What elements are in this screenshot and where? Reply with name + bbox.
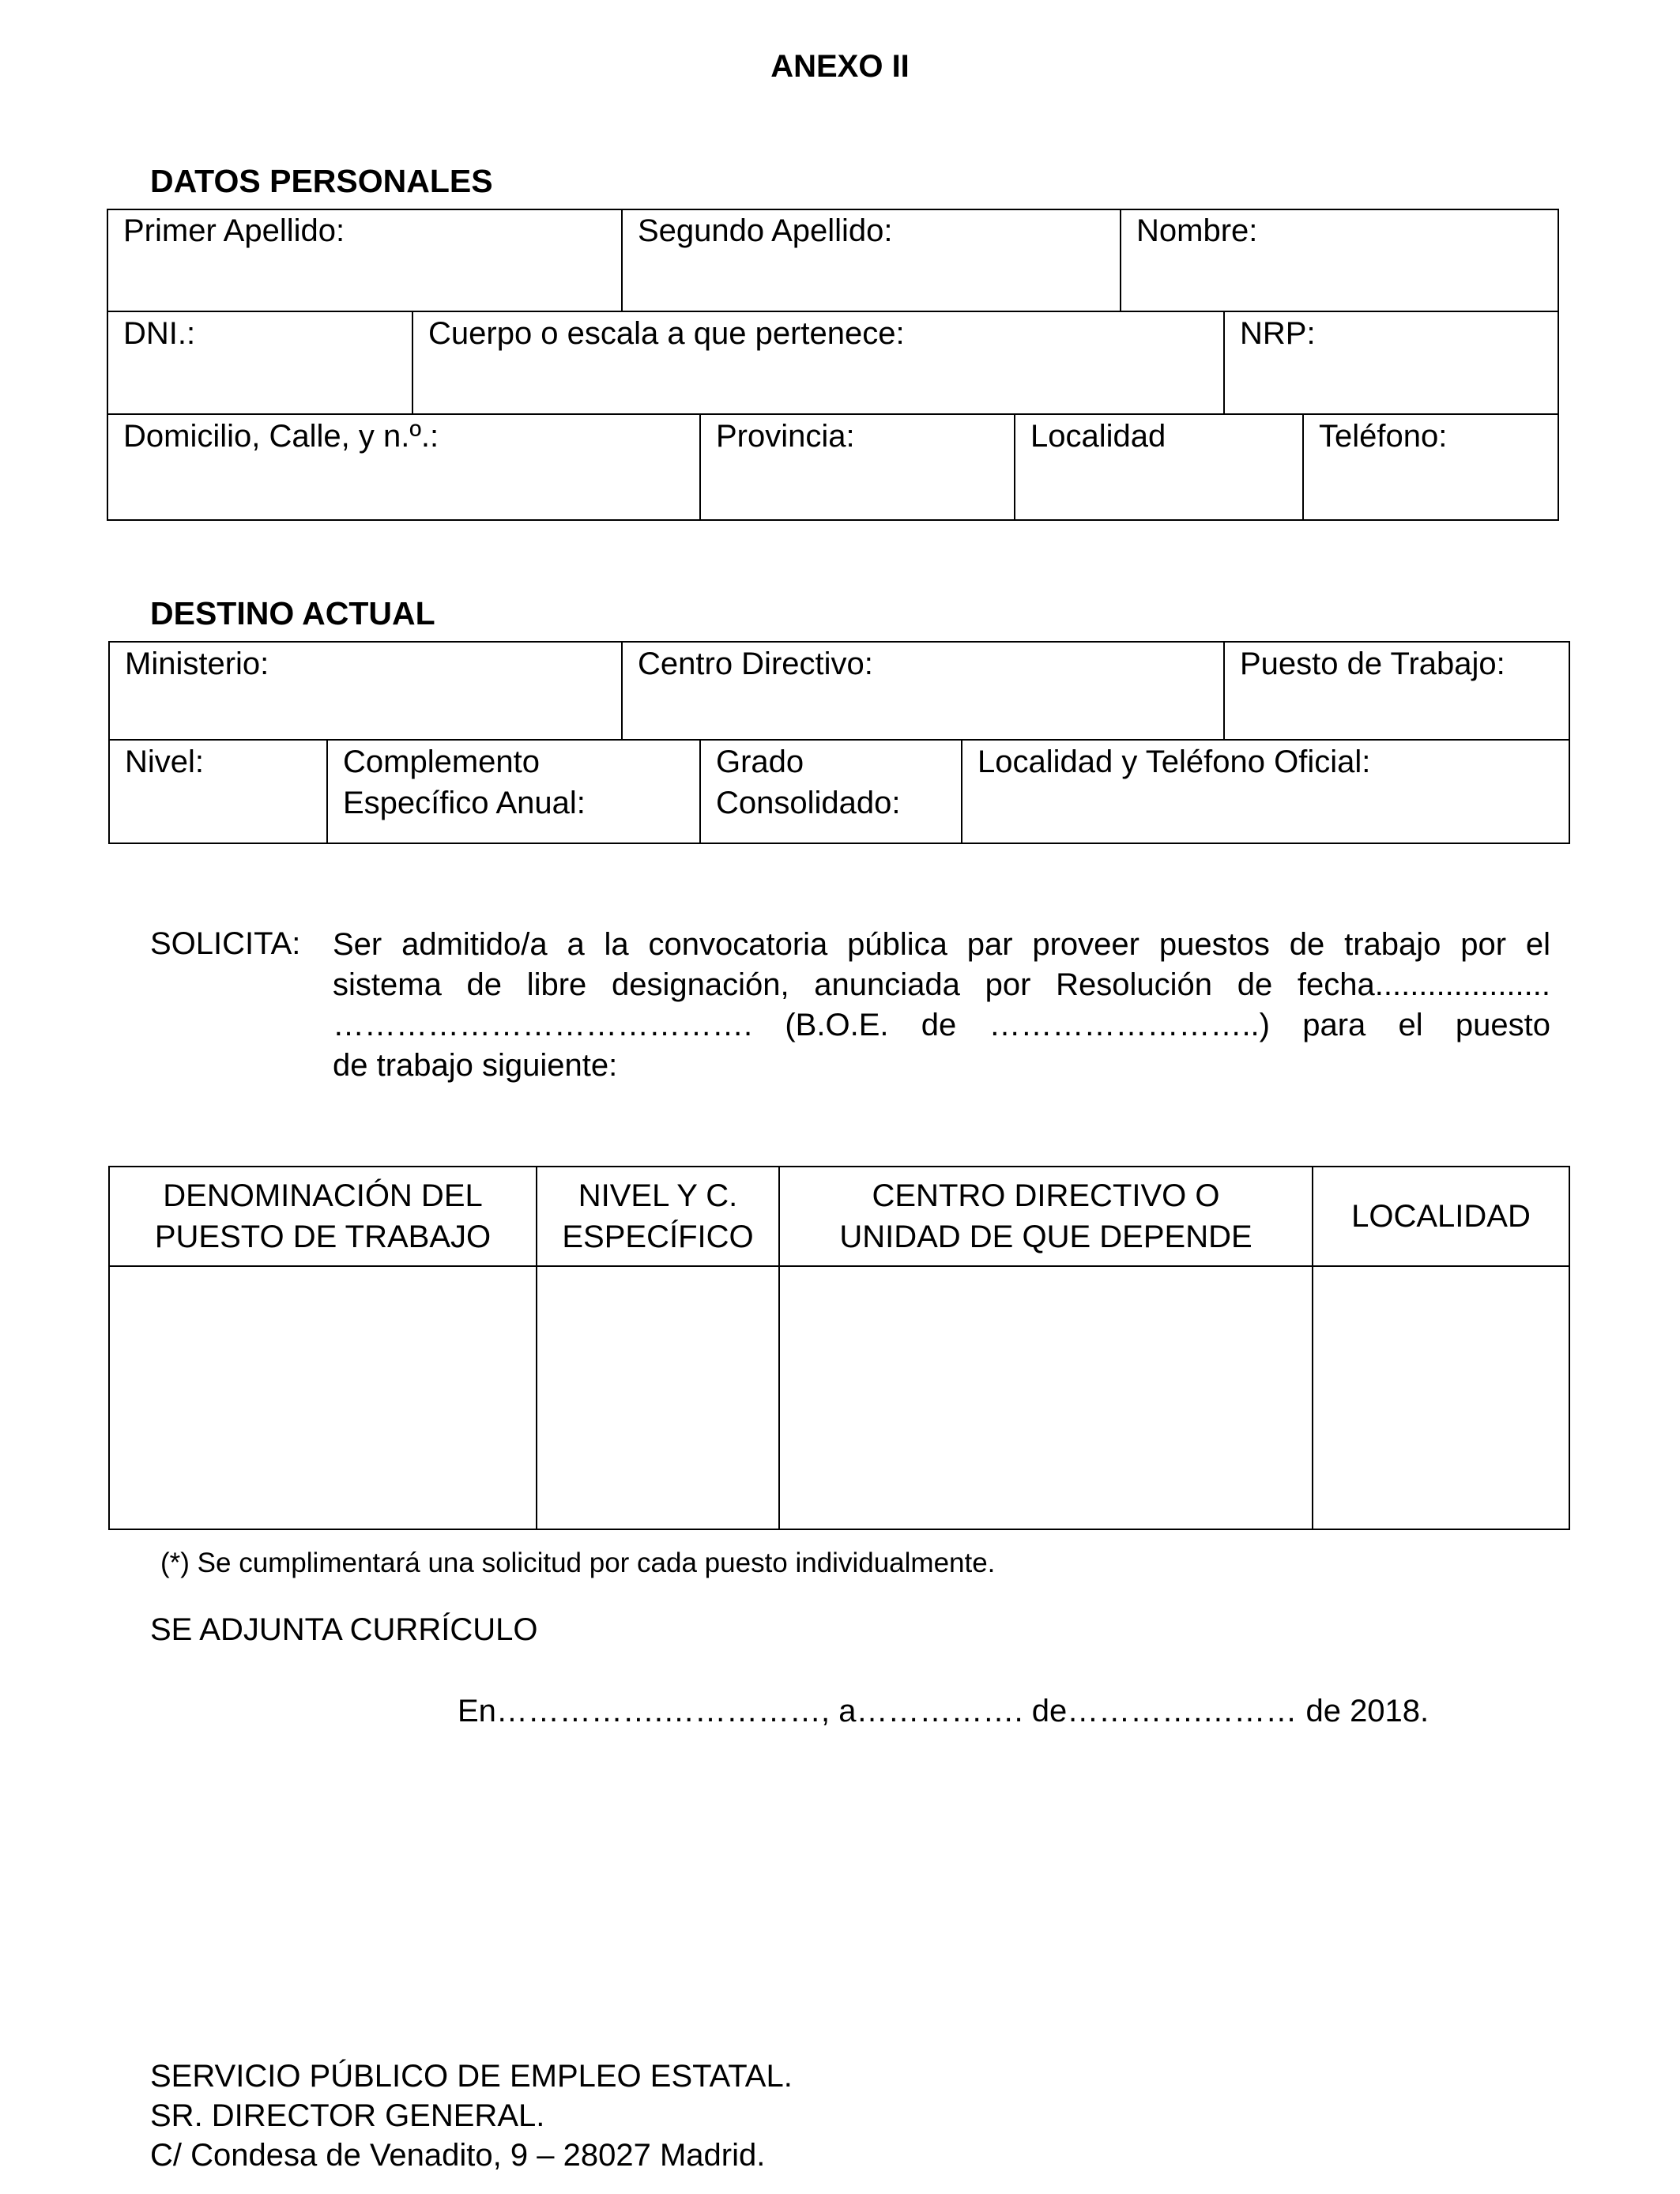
date-line: En…………….……………, a……………. de………….……… de 2018. <box>458 1694 1430 1728</box>
complemento-label: Complemento Específico Anual: <box>343 745 586 820</box>
cuerpo-label: Cuerpo o escala a que pertenece: <box>428 316 905 351</box>
provincia-label: Provincia: <box>716 419 855 454</box>
grado-label: Grado Consolidado: <box>716 745 901 820</box>
domicilio-label: Domicilio, Calle, y n.º.: <box>123 419 439 454</box>
destino-actual-heading: DESTINO ACTUAL <box>150 595 435 631</box>
solicita-line-3: …………………………………. (B.O.E. de ……………………..) para el puesto <box>333 1008 1550 1042</box>
address-line-1: SERVICIO PÚBLICO DE EMPLEO ESTATAL. <box>150 2059 793 2094</box>
solicita-paragraph <box>333 925 1550 1086</box>
primer-apellido-label: Primer Apellido: <box>123 213 345 248</box>
puesto-trabajo-label: Puesto de Trabajo: <box>1240 647 1505 681</box>
solicita-line-1: Ser admitido/a a la convocatoria pública par proveer puestos de trabajo por el <box>333 927 1550 962</box>
telefono-label: Teléfono: <box>1319 419 1448 454</box>
header-nivel: NIVEL Y C. ESPECÍFICO <box>562 1178 754 1254</box>
header-centro-directivo: CENTRO DIRECTIVO O UNIDAD DE QUE DEPENDE <box>839 1178 1252 1254</box>
document-title: ANEXO II <box>770 49 910 84</box>
nivel-label: Nivel: <box>125 745 205 779</box>
nombre-label: Nombre: <box>1136 213 1258 248</box>
adjunta-curriculo: SE ADJUNTA CURRÍCULO <box>150 1612 538 1647</box>
solicita-label: SOLICITA: <box>150 926 301 961</box>
header-localidad: LOCALIDAD <box>1351 1199 1531 1234</box>
dni-label: DNI.: <box>123 316 196 351</box>
centro-directivo-label: Centro Directivo: <box>638 647 873 681</box>
footnote: (*) Se cumplimentará una solicitud por cada puesto individualmente. <box>160 1547 996 1578</box>
header-denominacion: DENOMINACIÓN DEL PUESTO DE TRABAJO <box>154 1178 492 1254</box>
address-line-3: C/ Condesa de Venadito, 9 – 28027 Madrid. <box>150 2138 766 2173</box>
localidad-telefono-label: Localidad y Teléfono Oficial: <box>977 745 1371 779</box>
segundo-apellido-label: Segundo Apellido: <box>638 213 893 248</box>
localidad-label: Localidad <box>1030 419 1166 454</box>
nrp-label: NRP: <box>1240 316 1316 351</box>
solicita-line-2: sistema de libre designación, anunciada por Resolución de fecha.................... <box>333 967 1550 1002</box>
solicita-line-4: de trabajo siguiente: <box>333 1048 618 1083</box>
address-line-2: SR. DIRECTOR GENERAL. <box>150 2098 545 2133</box>
personal-data-heading: DATOS PERSONALES <box>150 163 493 199</box>
ministerio-label: Ministerio: <box>125 647 269 681</box>
address-block <box>150 2056 793 2175</box>
